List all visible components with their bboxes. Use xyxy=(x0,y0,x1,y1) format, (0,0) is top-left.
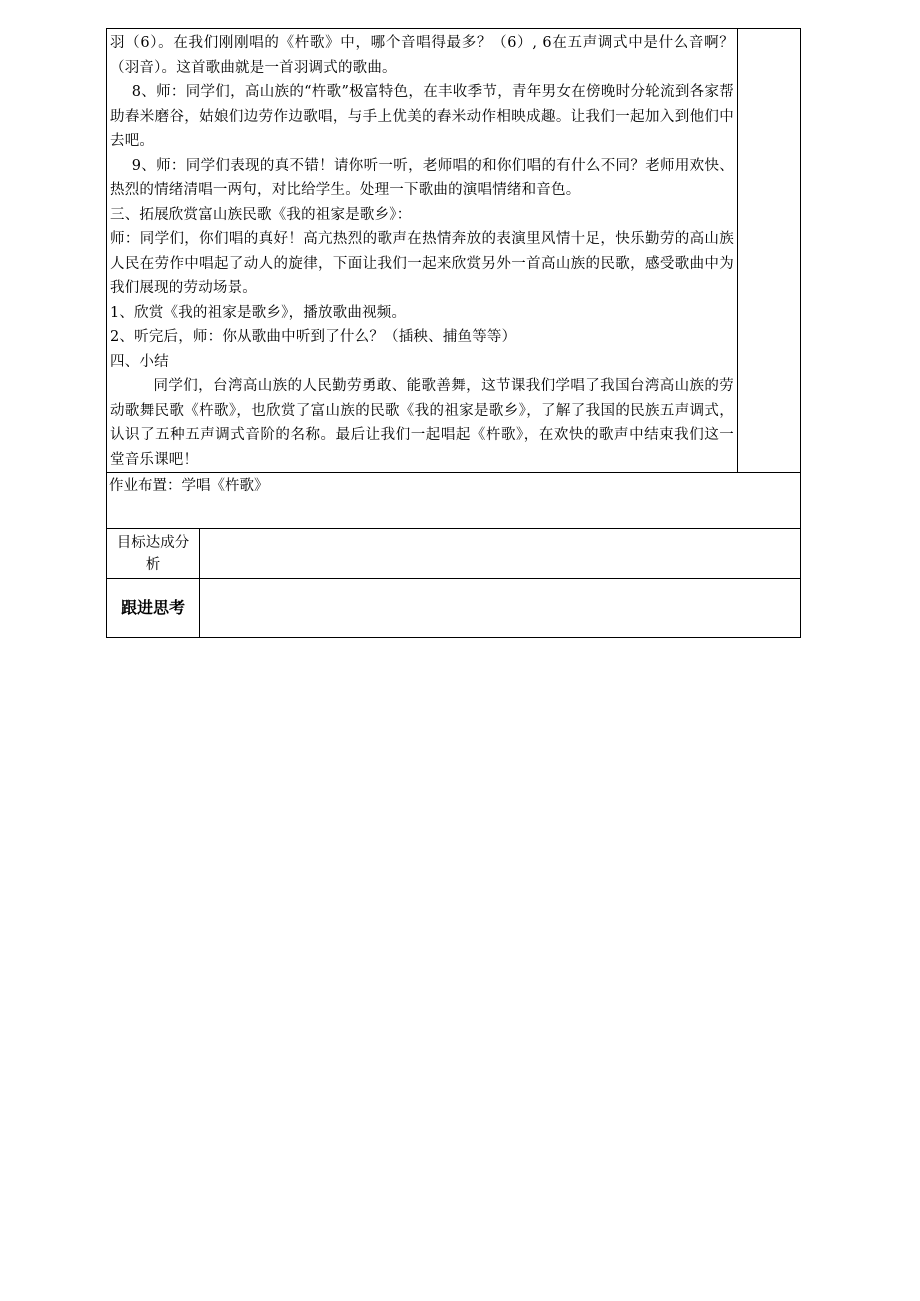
lesson-paragraph: 1、欣赏《我的祖家是歌乡》，播放歌曲视频。 xyxy=(110,304,407,321)
goal-analysis-label-line2: 析 xyxy=(145,556,161,573)
side-notes-cell xyxy=(738,29,801,473)
homework-cell: 作业布置：学唱《杵歌》 xyxy=(107,473,801,529)
follow-up-content xyxy=(200,579,801,638)
section-heading: 三、拓展欣赏富山族民歌《我的祖家是歌乡》： xyxy=(110,206,412,223)
follow-up-row xyxy=(107,579,801,638)
goal-analysis-row xyxy=(107,529,801,579)
goal-analysis-label xyxy=(107,529,200,579)
lesson-paragraph: 8、师：同学们，高山族的“杵歌”极富特色，在丰收季节，青年男女在傍晚时分轮流到各家帮助舂米磨谷，姑娘们边劳作边歌唱，与手上优美的舂米动作相映成趣。让我们一起加入到他们中去吧。 xyxy=(110,84,734,149)
lesson-paragraph: 2、听完后，师：你从歌曲中听到了什么？（插秧、捕鱼等等） xyxy=(110,329,517,345)
lesson-paragraph: 师：同学们，你们唱的真好！高亢热烈的歌声在热情奔放的表演里风情十足，快乐勤劳的高山族人民在劳作中唱起了动人的旋律，下面让我们一起来欣赏另外一首高山族的民歌，感受歌曲中为我们展现的劳动场景。 xyxy=(110,231,734,296)
lesson-content-cell xyxy=(107,29,738,473)
lesson-content-row xyxy=(107,29,801,473)
homework-row xyxy=(107,473,801,529)
lesson-plan-table xyxy=(106,28,801,638)
lesson-paragraph: 羽（6）。在我们刚刚唱的《杵歌》中，哪个音唱得最多？（6）, 6在五声调式中是什么音啊？（羽音）。这首歌曲就是一首羽调式的歌曲。 xyxy=(110,35,734,76)
section-heading: 四、小结 xyxy=(110,353,169,370)
lesson-paragraph: 9、师：同学们表现的真不错！请你听一听，老师唱的和你们唱的有什么不同？老师用欢快、热烈的情绪清唱一两句，对比给学生。处理一下歌曲的演唱情绪和音色。 xyxy=(110,157,734,198)
follow-up-label: 跟进思考 xyxy=(107,579,200,638)
goal-analysis-label-line1: 目标达成分 xyxy=(116,534,190,551)
lesson-paragraph: 同学们，台湾高山族的人民勤劳勇敢、能歌善舞，这节课我们学唱了我国台湾高山族的劳动歌舞民歌《杵歌》，也欣赏了富山族的民歌《我的祖家是歌乡》，了解了我国的民族五声调式，认识了五种五声调式音阶的名称。最后让我们一起唱起《杵歌》，在欢快的歌声中结束我们这一堂音乐课吧！ xyxy=(110,378,734,468)
goal-analysis-content xyxy=(200,529,801,579)
